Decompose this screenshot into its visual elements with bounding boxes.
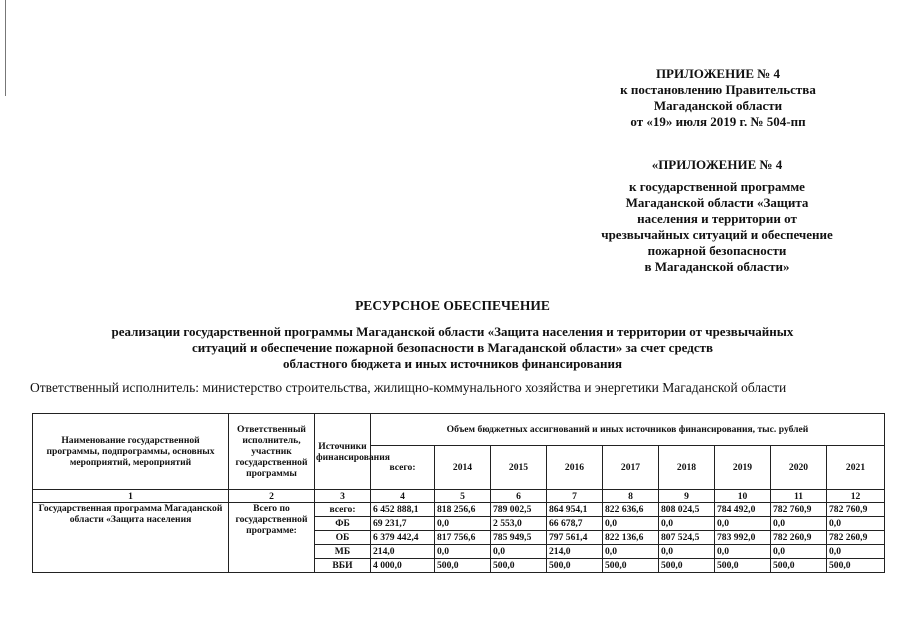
- page-edge-line: [5, 0, 6, 96]
- value-cell: 0,0: [771, 545, 827, 559]
- value-cell: 782 760,9: [771, 503, 827, 517]
- value-cell: 69 231,7: [371, 517, 435, 531]
- value-cell: 0,0: [659, 517, 715, 531]
- value-cell: 789 002,5: [491, 503, 547, 517]
- value-cell: 0,0: [435, 545, 491, 559]
- source-cell: ВБИ: [315, 559, 371, 573]
- column-index: 2: [229, 490, 315, 503]
- column-index: 3: [315, 490, 371, 503]
- appendix-resolution-block: [598, 66, 838, 130]
- source-cell: ФБ: [315, 517, 371, 531]
- appendix-program-line: чрезвычайных ситуаций и обеспечение: [601, 227, 833, 242]
- value-cell: 0,0: [771, 517, 827, 531]
- value-cell: 782 760,9: [827, 503, 885, 517]
- appendix-resolution-title: ПРИЛОЖЕНИЕ № 4: [655, 66, 781, 81]
- value-cell: 0,0: [491, 545, 547, 559]
- appendix-program-block: [572, 157, 862, 275]
- value-cell: 0,0: [715, 545, 771, 559]
- appendix-resolution-line: Магаданской области: [653, 98, 783, 113]
- appendix-resolution-line: к постановлению Правительства: [620, 82, 816, 97]
- resource-subtitle-line: ситуаций и обеспечение пожарной безопасности в Магаданской области» за счет средств: [191, 340, 714, 355]
- value-cell: 0,0: [435, 517, 491, 531]
- resource-title: РЕСУРСНОЕ ОБЕСПЕЧЕНИЕ: [355, 298, 550, 313]
- column-index: 12: [827, 490, 885, 503]
- appendix-resolution-line: от «19» июля 2019 г. № 504-пп: [630, 114, 806, 129]
- appendix-program-line: населения и территории от: [637, 211, 797, 226]
- resource-subtitle-line: реализации государственной программы Магаданской области «Защита населения и территории от чрезвычайных: [111, 324, 794, 339]
- value-cell: 797 561,4: [547, 531, 603, 545]
- value-cell: 500,0: [771, 559, 827, 573]
- header-volume: Объем бюджетных ассигнований и иных источников финансирования, тыс. рублей: [371, 414, 885, 446]
- header-year: 2018: [659, 446, 715, 490]
- header-year: 2017: [603, 446, 659, 490]
- appendix-program-title: «ПРИЛОЖЕНИЕ № 4: [651, 157, 783, 172]
- value-cell: 500,0: [603, 559, 659, 573]
- header-year: 2020: [771, 446, 827, 490]
- value-cell: 784 492,0: [715, 503, 771, 517]
- value-cell: 818 256,6: [435, 503, 491, 517]
- header-year: 2021: [827, 446, 885, 490]
- source-cell: МБ: [315, 545, 371, 559]
- column-index-row: [33, 490, 885, 503]
- value-cell: 500,0: [659, 559, 715, 573]
- value-cell: 822 636,6: [603, 503, 659, 517]
- executor-cell: Всего по государственной программе:: [229, 503, 315, 573]
- column-index: 7: [547, 490, 603, 503]
- appendix-program-line: в Магаданской области»: [644, 259, 790, 274]
- header-year: 2016: [547, 446, 603, 490]
- value-cell: 807 524,5: [659, 531, 715, 545]
- value-cell: 66 678,7: [547, 517, 603, 531]
- column-index: 8: [603, 490, 659, 503]
- column-index: 4: [371, 490, 435, 503]
- value-cell: 0,0: [659, 545, 715, 559]
- value-cell: 4 000,0: [371, 559, 435, 573]
- value-cell: 0,0: [603, 545, 659, 559]
- value-cell: 6 379 442,4: [371, 531, 435, 545]
- value-cell: 500,0: [547, 559, 603, 573]
- column-index: 6: [491, 490, 547, 503]
- column-index: 1: [33, 490, 229, 503]
- column-index: 9: [659, 490, 715, 503]
- appendix-program-line: к государственной программе: [629, 179, 805, 194]
- value-cell: 214,0: [547, 545, 603, 559]
- appendix-program-line: пожарной безопасности: [647, 243, 787, 258]
- column-index: 10: [715, 490, 771, 503]
- value-cell: 500,0: [827, 559, 885, 573]
- value-cell: 500,0: [715, 559, 771, 573]
- appendix-program-line: Магаданской области «Защита: [625, 195, 809, 210]
- header-program-name: Наименование государственной программы, подпрограммы, основных мероприятий, мероприятий: [33, 414, 229, 490]
- header-year: 2019: [715, 446, 771, 490]
- value-cell: 782 260,9: [827, 531, 885, 545]
- value-cell: 0,0: [715, 517, 771, 531]
- value-cell: 500,0: [491, 559, 547, 573]
- header-executor: Ответственный исполнитель, участник государственной программы: [229, 414, 315, 490]
- resource-subtitle: [40, 324, 865, 372]
- value-cell: 782 260,9: [771, 531, 827, 545]
- value-cell: 2 553,0: [491, 517, 547, 531]
- value-cell: 214,0: [371, 545, 435, 559]
- value-cell: 0,0: [603, 517, 659, 531]
- program-name-cell: Государственная программа Магаданской области «Защита населения: [33, 503, 229, 573]
- header-year: 2015: [491, 446, 547, 490]
- value-cell: 785 949,5: [491, 531, 547, 545]
- value-cell: 6 452 888,1: [371, 503, 435, 517]
- header-source: Источники финансирования: [315, 414, 371, 490]
- table-row: [33, 503, 885, 517]
- header-year: всего:: [371, 446, 435, 490]
- header-year: 2014: [435, 446, 491, 490]
- value-cell: 817 756,6: [435, 531, 491, 545]
- column-index: 5: [435, 490, 491, 503]
- value-cell: 864 954,1: [547, 503, 603, 517]
- value-cell: 0,0: [827, 517, 885, 531]
- source-cell: всего:: [315, 503, 371, 517]
- source-cell: ОБ: [315, 531, 371, 545]
- resource-subtitle-line: областного бюджета и иных источников финансирования: [282, 356, 623, 371]
- value-cell: 822 136,6: [603, 531, 659, 545]
- value-cell: 783 992,0: [715, 531, 771, 545]
- column-index: 11: [771, 490, 827, 503]
- value-cell: 0,0: [827, 545, 885, 559]
- responsible-executor-text: Ответственный исполнитель: министерство строительства, жилищно-коммунального хозяйства и энергетики Магаданской области: [30, 380, 787, 395]
- value-cell: 500,0: [435, 559, 491, 573]
- value-cell: 808 024,5: [659, 503, 715, 517]
- resource-table: [32, 413, 885, 573]
